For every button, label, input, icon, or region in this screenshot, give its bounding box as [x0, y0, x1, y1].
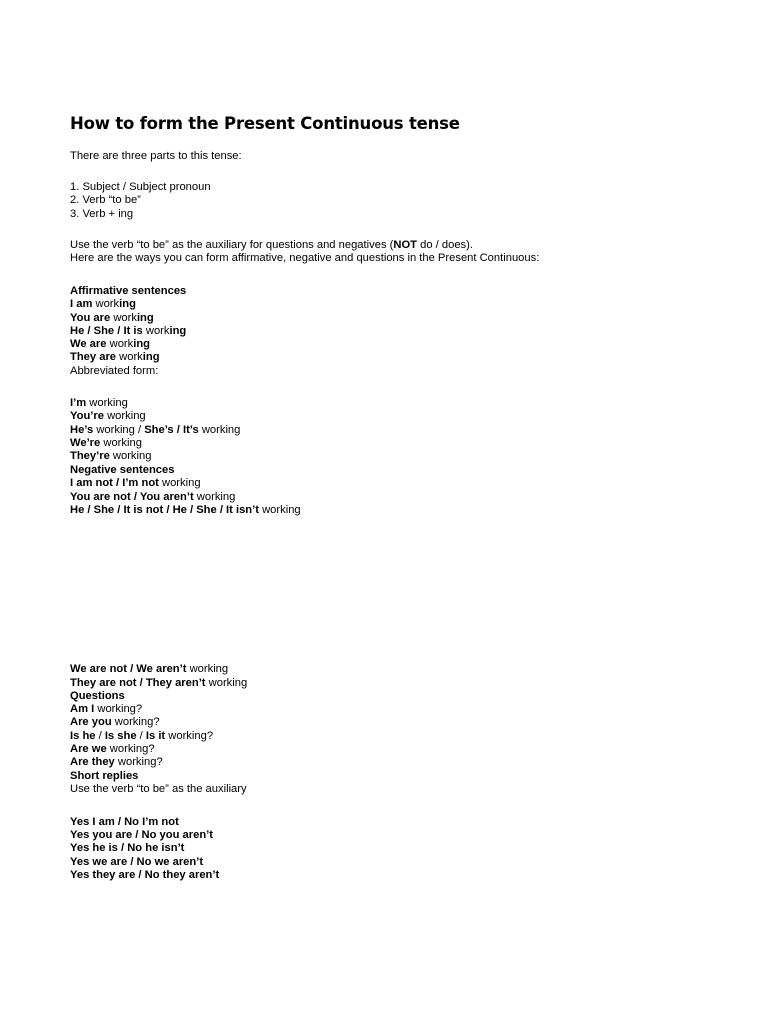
list-item: 2. Verb “to be” [70, 194, 141, 206]
reply-row: Yes they are / No they aren’t [70, 869, 220, 881]
example-row [70, 397, 128, 410]
verb-stem: work [116, 351, 143, 363]
subject-verb: They are [70, 351, 117, 363]
separator: / [95, 730, 105, 742]
verb: working [205, 677, 248, 689]
subject-verb: He / She / It is [70, 325, 143, 337]
verb: working [158, 477, 201, 489]
example-row [70, 504, 301, 517]
negation: I am not / I’m not [70, 477, 159, 489]
intro-text: There are three parts to this tense: [70, 150, 242, 162]
subject-verb: We are [70, 338, 107, 350]
question-start: Is it [145, 730, 166, 742]
verb-stem: work [142, 325, 170, 337]
example-row [70, 756, 163, 769]
reply-row: Yes you are / No you aren’t [70, 829, 214, 841]
example-row [70, 477, 201, 490]
verb: working? [94, 703, 143, 715]
verb-suffix: ing [142, 351, 160, 363]
section-heading-negative: Negative sentences [70, 464, 175, 476]
verb-suffix: ing [136, 312, 154, 324]
verb: working [100, 437, 142, 449]
example-row [70, 424, 240, 437]
page-title: How to form the Present Continuous tense [70, 114, 460, 133]
short-replies-note: Use the verb “to be” as the auxiliary [70, 783, 247, 795]
example-row [70, 450, 151, 463]
example-row [70, 703, 142, 716]
example-row [70, 298, 136, 311]
reply-row: Yes I am / No I’m not [70, 816, 179, 828]
verb: working [193, 491, 236, 503]
contraction: They’re [70, 450, 110, 462]
verb: working [109, 450, 152, 462]
contraction: She’s / It’s [144, 424, 199, 436]
negation: They are not / They aren’t [70, 677, 206, 689]
example-row [70, 325, 186, 338]
negation: You are not / You aren’t [70, 491, 194, 503]
verb-suffix: ing [119, 298, 136, 310]
example-row [70, 338, 150, 351]
example-row [70, 677, 247, 690]
section-heading-affirmative: Affirmative sentences [70, 285, 187, 297]
question-start: Is she [104, 730, 137, 742]
question-start: Are we [70, 743, 107, 755]
separator: / [136, 730, 146, 742]
verb-suffix: ing [169, 325, 187, 337]
reply-row: Yes he is / No he isn’t [70, 842, 185, 854]
negation: We are not / We aren’t [70, 663, 187, 675]
list-item: 3. Verb + ing [70, 208, 134, 220]
contraction: He’s [70, 424, 94, 436]
example-row [70, 716, 160, 729]
contraction: I’m [70, 397, 87, 409]
reply-row: Yes we are / No we aren’t [70, 856, 204, 868]
note-text: do / does). [417, 239, 473, 251]
verb: working [258, 504, 301, 516]
example-row [70, 312, 154, 325]
example-row [70, 351, 160, 364]
note-emphasis: NOT [393, 239, 417, 251]
example-row [70, 743, 155, 756]
verb: working [186, 663, 229, 675]
section-heading-questions: Questions [70, 690, 125, 702]
question-start: Is he [70, 730, 96, 742]
verb-stem: work [106, 338, 134, 350]
verb: working / [93, 424, 145, 436]
auxiliary-note [70, 239, 473, 252]
verb: working [198, 424, 241, 436]
verb-suffix: ing [133, 338, 151, 350]
list-item: 1. Subject / Subject pronoun [70, 181, 211, 193]
verb-stem: work [92, 298, 120, 310]
verb: working? [106, 743, 155, 755]
question-start: Am I [70, 703, 95, 715]
negation: He / She / It is not / He / She / It isn’t [70, 504, 259, 516]
abbreviated-label: Abbreviated form: [70, 365, 159, 377]
note-text: Use the verb “to be” as the auxiliary for questions and negatives ( [70, 239, 394, 251]
example-row [70, 663, 228, 676]
contraction: You’re [70, 410, 104, 422]
verb: working [103, 410, 146, 422]
question-start: Are they [70, 756, 115, 768]
question-start: Are you [70, 716, 112, 728]
subject-verb: You are [70, 312, 111, 324]
example-row [70, 491, 235, 504]
verb: working? [114, 756, 163, 768]
verb: working? [111, 716, 160, 728]
verb: working [86, 397, 128, 409]
example-row [70, 437, 142, 450]
ways-note: Here are the ways you can form affirmative, negative and questions in the Present Continuous: [70, 252, 540, 264]
section-heading-short-replies: Short replies [70, 770, 139, 782]
example-row [70, 730, 213, 743]
verb-stem: work [110, 312, 137, 324]
contraction: We’re [70, 437, 101, 449]
verb: working? [165, 730, 214, 742]
subject-verb: I am [70, 298, 93, 310]
example-row [70, 410, 146, 423]
